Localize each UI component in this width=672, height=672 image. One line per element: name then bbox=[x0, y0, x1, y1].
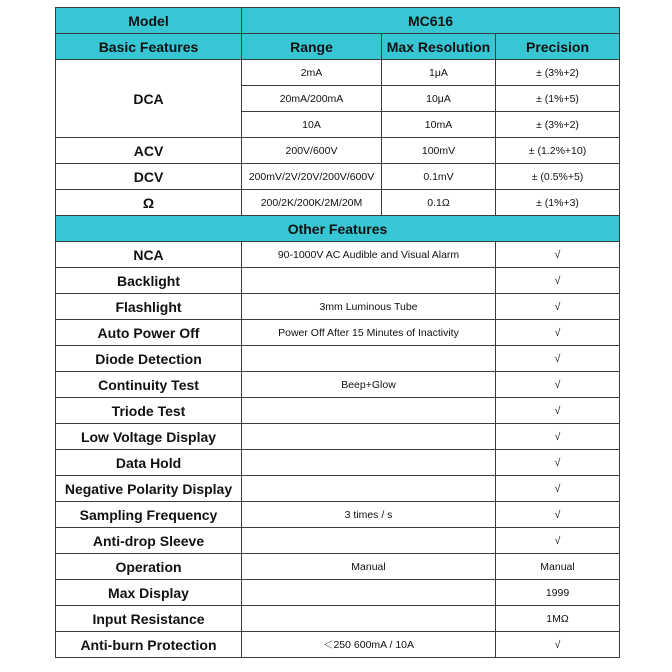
feature-description bbox=[242, 346, 496, 372]
dca-precision-2: ± (1%+5) bbox=[496, 86, 620, 112]
dcv-name: DCV bbox=[56, 164, 242, 190]
column-header-row bbox=[56, 34, 620, 60]
acv-range: 200V/600V bbox=[242, 138, 382, 164]
col-range-header: Range bbox=[242, 34, 382, 60]
dca-resolution-2: 10μA bbox=[382, 86, 496, 112]
acv-resolution: 100mV bbox=[382, 138, 496, 164]
col-resolution-header: Max Resolution bbox=[382, 34, 496, 60]
other-feature-row bbox=[56, 294, 620, 320]
feature-description bbox=[242, 606, 496, 632]
feature-description bbox=[242, 450, 496, 476]
feature-mark: √ bbox=[496, 632, 620, 658]
ohm-resolution: 0.1Ω bbox=[382, 190, 496, 216]
feature-name: Anti-burn Protection bbox=[56, 632, 242, 658]
dca-name: DCA bbox=[56, 60, 242, 138]
feature-name: Negative Polarity Display bbox=[56, 476, 242, 502]
other-feature-row bbox=[56, 268, 620, 294]
other-feature-row bbox=[56, 606, 620, 632]
other-feature-row bbox=[56, 632, 620, 658]
feature-description: ＜250 600mA / 10A bbox=[242, 632, 496, 658]
feature-name: Data Hold bbox=[56, 450, 242, 476]
feature-mark: 1999 bbox=[496, 580, 620, 606]
other-feature-row bbox=[56, 242, 620, 268]
other-feature-row bbox=[56, 580, 620, 606]
feature-description: Power Off After 15 Minutes of Inactivity bbox=[242, 320, 496, 346]
other-feature-row bbox=[56, 372, 620, 398]
other-feature-row bbox=[56, 502, 620, 528]
feature-mark: √ bbox=[496, 476, 620, 502]
feature-description: 90-1000V AC Audible and Visual Alarm bbox=[242, 242, 496, 268]
feature-name: Backlight bbox=[56, 268, 242, 294]
feature-mark: √ bbox=[496, 242, 620, 268]
model-row bbox=[56, 8, 620, 34]
ohm-name: Ω bbox=[56, 190, 242, 216]
other-feature-row bbox=[56, 554, 620, 580]
feature-name: NCA bbox=[56, 242, 242, 268]
feature-description bbox=[242, 528, 496, 554]
dcv-range: 200mV/2V/20V/200V/600V bbox=[242, 164, 382, 190]
feature-description bbox=[242, 476, 496, 502]
feature-name: Flashlight bbox=[56, 294, 242, 320]
feature-description: 3mm Luminous Tube bbox=[242, 294, 496, 320]
feature-description bbox=[242, 398, 496, 424]
feature-name: Diode Detection bbox=[56, 346, 242, 372]
dca-range-3: 10A bbox=[242, 112, 382, 138]
ohm-precision: ± (1%+3) bbox=[496, 190, 620, 216]
other-feature-row bbox=[56, 398, 620, 424]
feature-mark: √ bbox=[496, 372, 620, 398]
dca-row-1 bbox=[56, 60, 620, 86]
feature-name: Anti-drop Sleeve bbox=[56, 528, 242, 554]
feature-mark: √ bbox=[496, 424, 620, 450]
acv-row bbox=[56, 138, 620, 164]
dca-precision-3: ± (3%+2) bbox=[496, 112, 620, 138]
dcv-resolution: 0.1mV bbox=[382, 164, 496, 190]
other-features-title: Other Features bbox=[56, 216, 620, 242]
feature-name: Low Voltage Display bbox=[56, 424, 242, 450]
spec-table bbox=[55, 7, 620, 658]
feature-description: 3 times / s bbox=[242, 502, 496, 528]
other-feature-row bbox=[56, 528, 620, 554]
model-label: Model bbox=[56, 8, 242, 34]
dca-precision-1: ± (3%+2) bbox=[496, 60, 620, 86]
dca-range-1: 2mA bbox=[242, 60, 382, 86]
other-features-row bbox=[56, 216, 620, 242]
dca-resolution-3: 10mA bbox=[382, 112, 496, 138]
feature-mark: √ bbox=[496, 294, 620, 320]
feature-description bbox=[242, 424, 496, 450]
feature-mark: √ bbox=[496, 528, 620, 554]
acv-precision: ± (1.2%+10) bbox=[496, 138, 620, 164]
feature-name: Auto Power Off bbox=[56, 320, 242, 346]
dcv-row bbox=[56, 164, 620, 190]
feature-name: Continuity Test bbox=[56, 372, 242, 398]
feature-mark: √ bbox=[496, 346, 620, 372]
acv-name: ACV bbox=[56, 138, 242, 164]
feature-mark: √ bbox=[496, 502, 620, 528]
feature-name: Max Display bbox=[56, 580, 242, 606]
feature-description: Manual bbox=[242, 554, 496, 580]
feature-mark: √ bbox=[496, 320, 620, 346]
feature-name: Sampling Frequency bbox=[56, 502, 242, 528]
feature-name: Triode Test bbox=[56, 398, 242, 424]
feature-mark: 1MΩ bbox=[496, 606, 620, 632]
feature-name: Input Resistance bbox=[56, 606, 242, 632]
dca-resolution-1: 1μA bbox=[382, 60, 496, 86]
feature-mark: √ bbox=[496, 398, 620, 424]
feature-description bbox=[242, 268, 496, 294]
model-value: MC616 bbox=[242, 8, 620, 34]
other-feature-row bbox=[56, 424, 620, 450]
feature-description bbox=[242, 580, 496, 606]
other-feature-row bbox=[56, 320, 620, 346]
ohm-range: 200/2K/200K/2M/20M bbox=[242, 190, 382, 216]
other-feature-row bbox=[56, 450, 620, 476]
col-precision-header: Precision bbox=[496, 34, 620, 60]
feature-description: Beep+Glow bbox=[242, 372, 496, 398]
feature-mark: √ bbox=[496, 268, 620, 294]
col-features-header: Basic Features bbox=[56, 34, 242, 60]
other-feature-row bbox=[56, 476, 620, 502]
feature-mark: Manual bbox=[496, 554, 620, 580]
dca-range-2: 20mA/200mA bbox=[242, 86, 382, 112]
other-feature-row bbox=[56, 346, 620, 372]
feature-mark: √ bbox=[496, 450, 620, 476]
feature-name: Operation bbox=[56, 554, 242, 580]
dcv-precision: ± (0.5%+5) bbox=[496, 164, 620, 190]
ohm-row bbox=[56, 190, 620, 216]
